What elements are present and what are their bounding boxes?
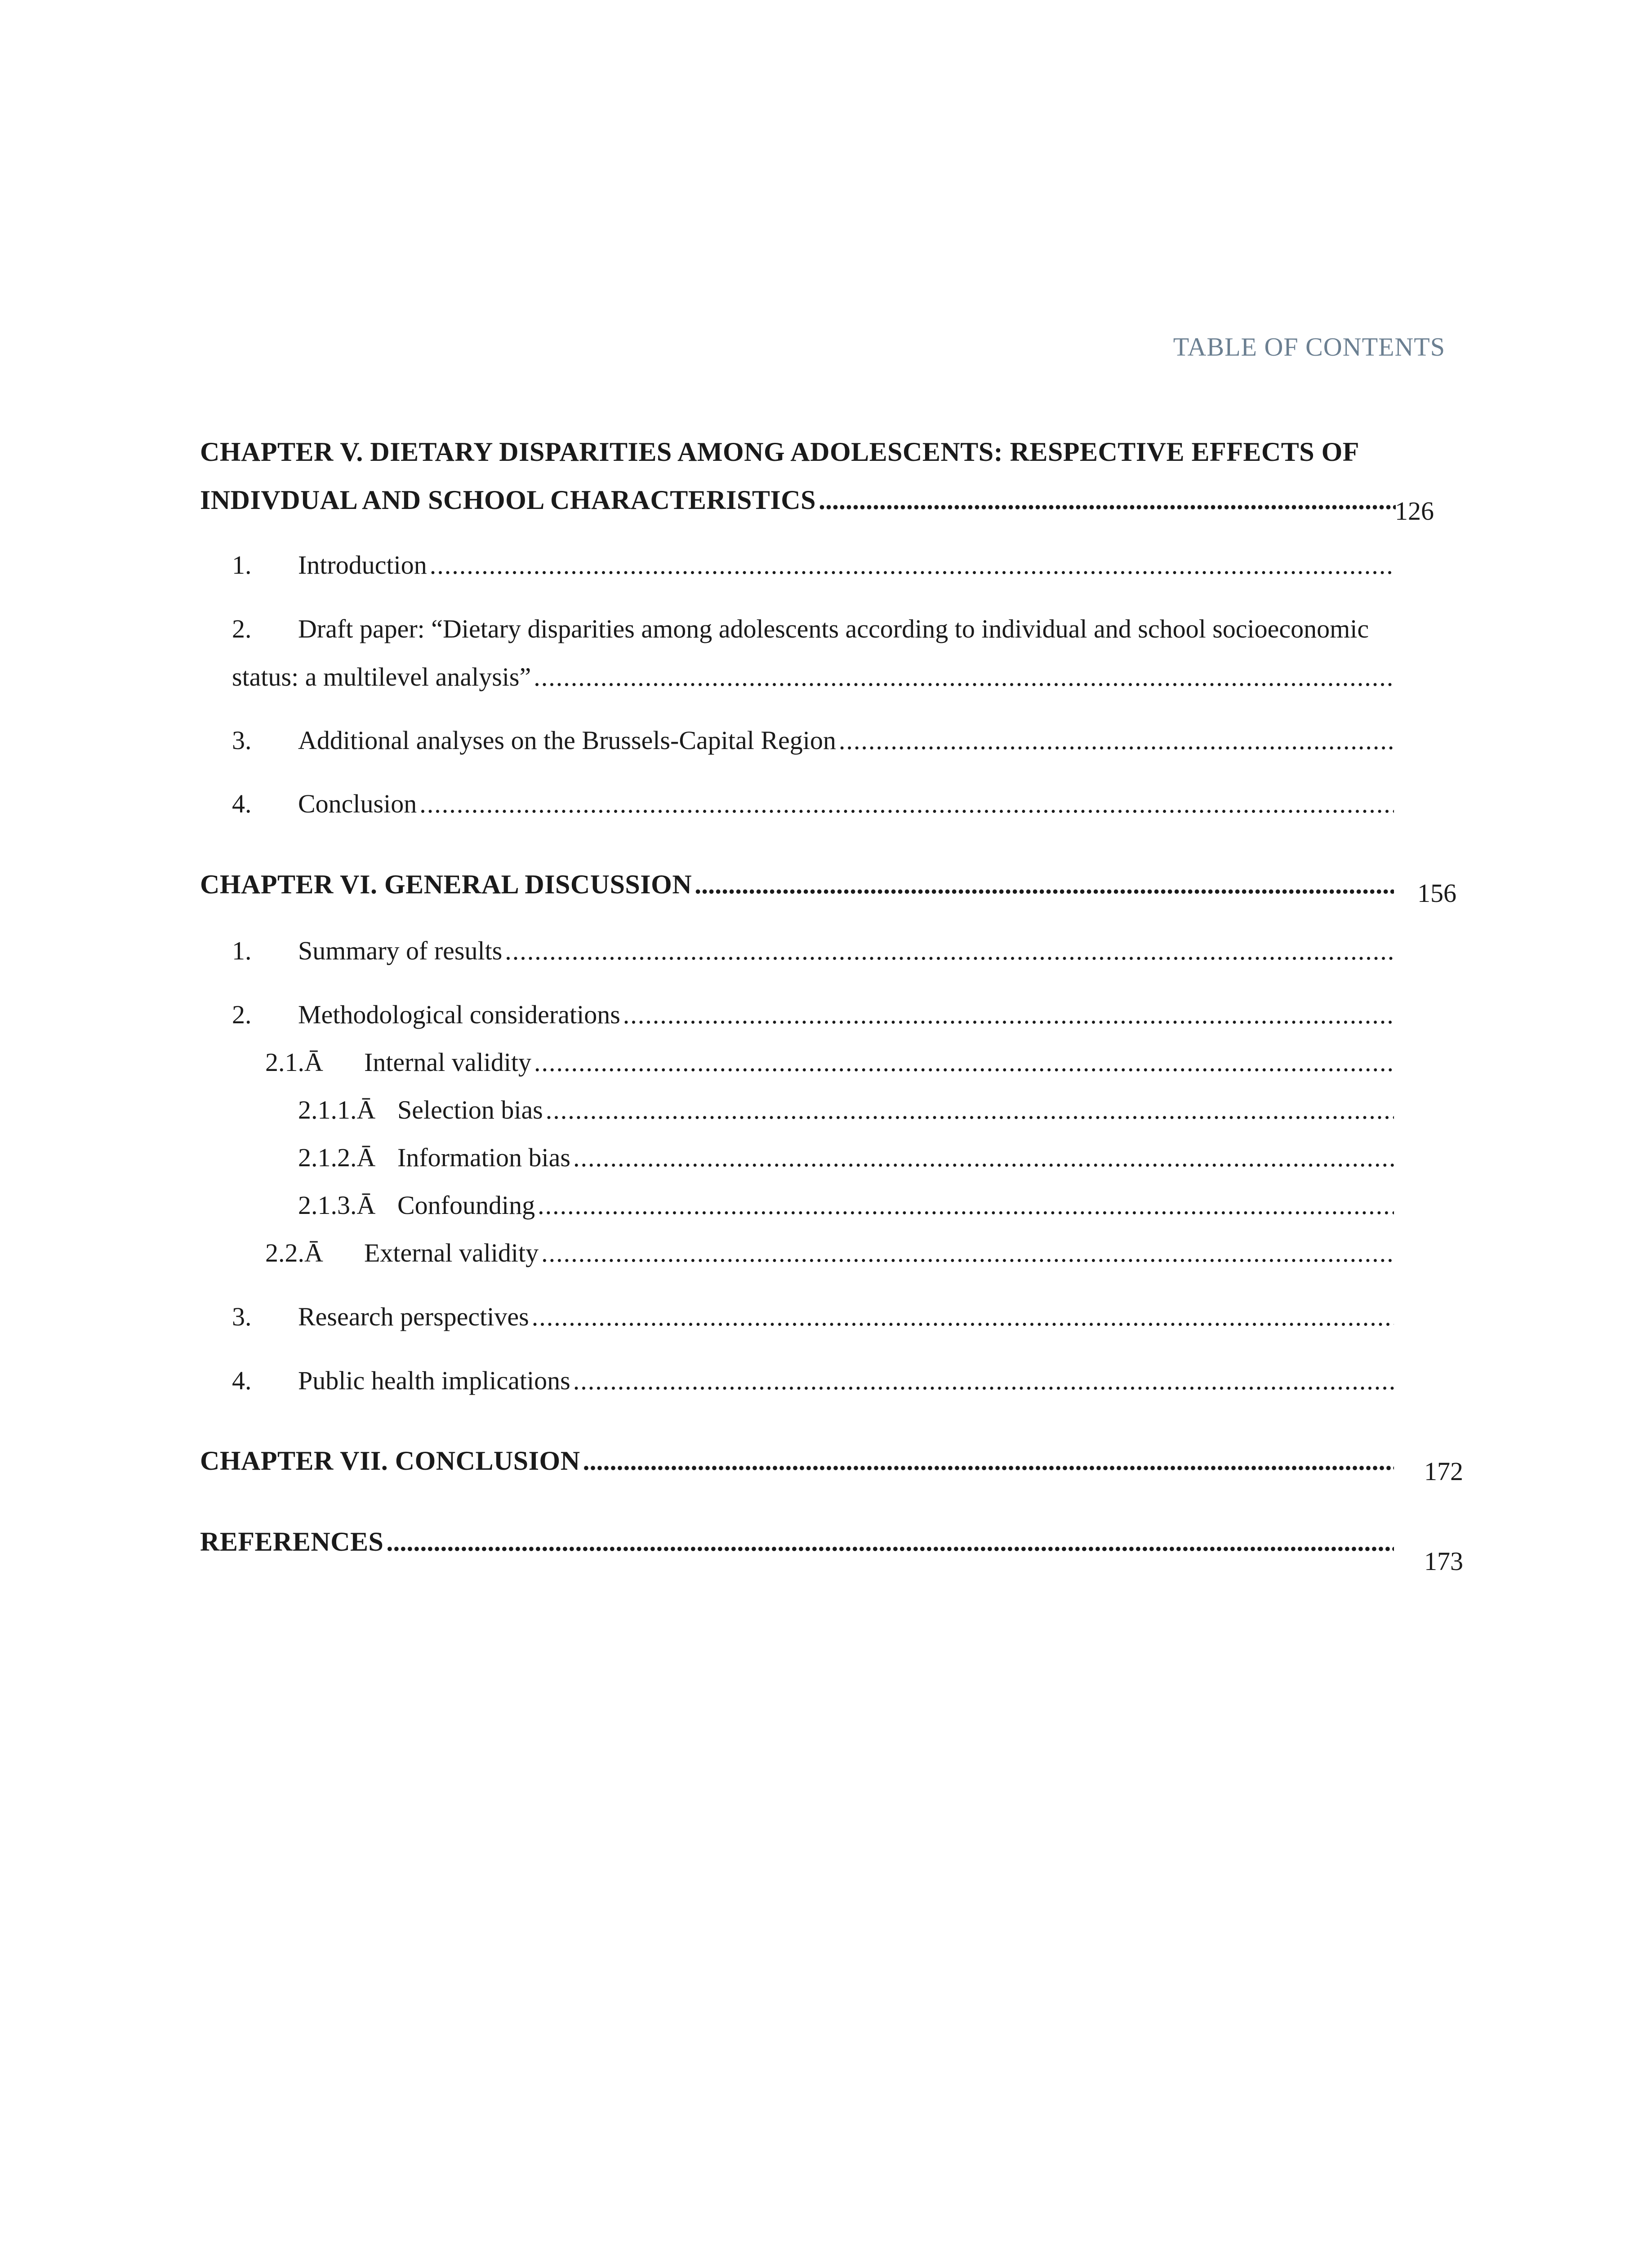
item-line [298,1002,1394,1028]
item-number: 2.1.2.Ā [298,1143,376,1172]
dot-leader [386,1528,1394,1555]
dot-leader [419,791,1394,817]
item-label: Conclusion [298,789,417,818]
item-number: 4. [232,1366,252,1395]
dot-leader [538,1192,1394,1218]
chapter-5-title-line-1: CHAPTER V. DIETARY DISPARITIES AMONG ADOLESCENTS: RESPECTIVE EFFECTS OF [200,437,1359,467]
dot-leader [546,1097,1394,1123]
chapter-7-title: CHAPTER VII. CONCLUSION [200,1446,580,1476]
dot-leader [819,486,1396,513]
item-line [364,1049,1394,1075]
item-line [298,727,1394,754]
item-label: Methodological considerations [298,1000,620,1029]
dot-leader [583,1447,1394,1474]
item-line [298,791,1394,817]
item-line [298,1368,1394,1394]
item-number: 1. [232,936,252,965]
item-line [397,1145,1394,1171]
dot-leader [573,1368,1394,1394]
dot-leader [573,1145,1394,1171]
chapter-5-page-number: 126 [1395,496,1434,526]
item-number: 2. [232,1000,252,1029]
dot-leader [839,727,1394,754]
chapter-7-page-number: 172 [1424,1457,1463,1486]
chapter-5-title-line-2 [200,486,1396,513]
item-label: Confounding [397,1191,535,1220]
item-label: Information bias [397,1143,570,1172]
item-line [364,1240,1394,1266]
item-number: 2.1.1.Ā [298,1095,376,1124]
chapter-6-line [200,871,1394,898]
chapter-7-line [200,1447,1394,1474]
item-number: 2.1.3.Ā [298,1191,376,1220]
item-label: Research perspectives [298,1302,529,1331]
dot-leader [534,1049,1394,1075]
chapter-5-title: INDIVDUAL AND SCHOOL CHARACTERISTICS [200,485,816,515]
item-number: 1. [232,550,252,580]
item-line [397,1192,1394,1218]
dot-leader [430,552,1394,578]
item-label-line-2: status: a multilevel analysis” [232,662,531,691]
references-line [200,1528,1394,1555]
item-number: 2.1.Ā [265,1048,323,1077]
references-page-number: 173 [1424,1547,1463,1576]
item-line [232,664,1394,690]
item-line [397,1097,1394,1123]
item-number: 3. [232,726,252,755]
dot-leader [505,938,1394,964]
item-number: 2. [232,614,252,643]
dot-leader [695,871,1394,898]
item-line [298,552,1394,578]
item-number: 4. [232,789,252,818]
item-label: Summary of results [298,936,503,965]
page-header: TABLE OF CONTENTS [1173,332,1445,361]
item-label: Internal validity [364,1048,532,1077]
item-label: Public health implications [298,1366,570,1395]
dot-leader [541,1240,1394,1266]
item-number: 3. [232,1302,252,1331]
item-label-line-1: Draft paper: “Dietary disparities among adolescents according to individual and school socioeconomic [298,614,1369,643]
item-line [298,938,1394,964]
dot-leader [532,1304,1394,1330]
item-label: Selection bias [397,1095,543,1124]
references-title: REFERENCES [200,1527,384,1557]
chapter-6-title: CHAPTER VI. GENERAL DISCUSSION [200,870,692,899]
item-number: 2.2.Ā [265,1238,323,1267]
item-label: Additional analyses on the Brussels-Capital Region [298,726,836,755]
chapter-6-page-number: 156 [1417,879,1456,908]
item-label: External validity [364,1238,539,1267]
dot-leader [623,1002,1394,1028]
dot-leader [534,664,1394,690]
item-label: Introduction [298,550,427,580]
item-line [298,1304,1394,1330]
